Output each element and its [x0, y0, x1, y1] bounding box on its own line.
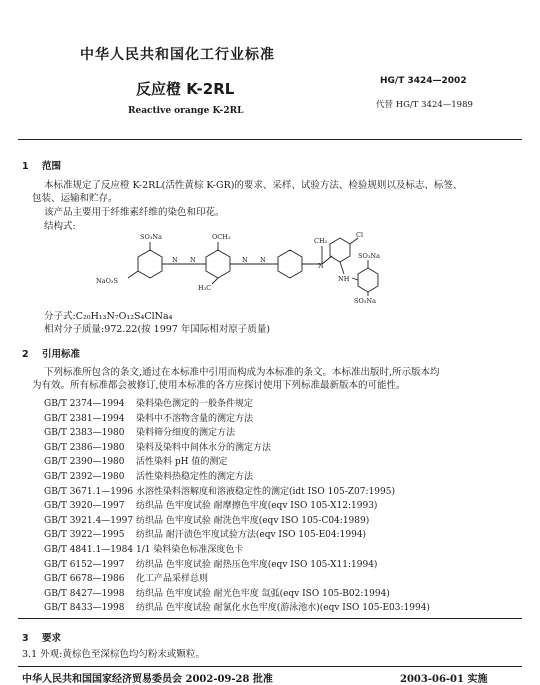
reference-item [44, 484, 395, 497]
reference-item [44, 571, 208, 584]
reference-item [44, 542, 243, 555]
reference-code: GB/T 8427—1998 [44, 588, 125, 599]
section-heading-scope [22, 158, 61, 172]
reference-item [44, 440, 271, 453]
document-title-english: Reactive orange K-2RL [128, 106, 244, 116]
reference-title: 染料中不溶物含量的测定方法 [136, 413, 254, 424]
header-divider [18, 139, 522, 140]
reference-item [44, 527, 366, 540]
azo-n-label: N [260, 256, 266, 264]
structural-formula [32, 228, 392, 304]
references-intro-line: 为有效。所有标准都会被修订,使用本标准的各方应探讨使用下列标准最新版本的可能性。 [32, 380, 406, 391]
reference-code: GB/T 2390—1980 [44, 457, 125, 468]
reference-item [44, 498, 377, 511]
reference-title: 活性染料 pH 值的测定 [136, 457, 228, 468]
scope-usage-paragraph: 该产品主要用于纤维素纤维的染色和印花。 [44, 207, 225, 218]
reference-title: 染料及染料中间体水分的测定方法 [136, 442, 272, 453]
reference-title: 染料染色测定的一般条件规定 [136, 399, 254, 409]
reference-title: 纺织品 色牢度试验 耐光色牢度 氙弧(eqv ISO 105-B02:1994) [136, 588, 390, 599]
triazine-ring [330, 238, 350, 262]
reference-code: GB/T 2374—1994 [44, 399, 125, 409]
azo-n-label: N [172, 256, 178, 264]
azo-n-label: N [242, 256, 248, 264]
requirement-item: 3.1 外观:黄棕色至深棕色均匀粉末或颗粒。 [22, 649, 205, 660]
reference-item [44, 454, 227, 467]
reference-title: 纺织品 色牢度试验 耐热压色牢度(eqv ISO 105-X11:1994) [136, 559, 378, 570]
reference-title: 纺织品 色牢度试验 耐洗色牢度(eqv ISO 105-C04:1989) [136, 515, 370, 526]
approval-note: 中华人民共和国国家经济贸易委员会 2002-09-28 批准 [22, 674, 273, 685]
reference-item [44, 586, 390, 599]
benzene-ring [138, 250, 162, 278]
amine-n-label: N [318, 262, 324, 270]
standard-number: HG/T 3424—2002 [380, 76, 467, 86]
reference-code: GB/T 6678—1986 [44, 574, 125, 585]
section-number: 2 [22, 349, 29, 360]
bond [128, 271, 138, 278]
reference-item [44, 469, 253, 482]
reference-item [44, 425, 235, 438]
benzene-ring [206, 250, 230, 278]
benzene-ring [278, 250, 302, 278]
bond [340, 262, 344, 274]
imino-label: NH [338, 275, 350, 283]
chloro-label: Cl [356, 231, 364, 239]
reference-item [44, 513, 369, 526]
reference-item [44, 600, 430, 613]
structure-label: 结构式: [44, 221, 76, 232]
section-number: 3 [22, 633, 29, 644]
molecular-formula: 分子式:C₂₀H₁₃N₇O₁₂S₄ClNa₄ [44, 311, 173, 322]
reference-code: GB/T 8433—1998 [44, 603, 125, 614]
scope-paragraph-line: 包装、运输和贮存。 [32, 193, 118, 204]
section-title: 引用标准 [42, 349, 81, 360]
sulfonate-label: SO₃Na [358, 252, 380, 260]
reference-code: GB/T 3921.4—1997 [44, 515, 134, 526]
reference-code: GB/T 3671.1—1996 [44, 486, 134, 497]
reference-code: GB/T 2383—1980 [44, 428, 125, 439]
reference-title: 水溶性染料溶解度和溶液稳定性的测定(idt ISO 105-Z07:1995) [136, 486, 395, 497]
reference-code: GB/T 2392—1980 [44, 472, 125, 482]
section-divider [18, 618, 522, 619]
reference-code: GB/T 2386—1980 [44, 442, 125, 453]
reference-code: GB/T 4841.1—1984 [44, 545, 134, 555]
reference-item [44, 396, 253, 409]
footer-divider [18, 666, 522, 667]
replaces-standard: 代替 HG/T 3424—1989 [376, 100, 473, 110]
reference-title: 活性染料热稳定性的测定方法 [136, 472, 254, 482]
reference-item [44, 411, 253, 424]
effective-date: 2003-06-01 实施 [400, 674, 488, 685]
sulfonate-label: SO₃Na [140, 233, 162, 241]
reference-code: GB/T 3920—1997 [44, 501, 125, 512]
methoxy-label: OCH₃ [212, 233, 231, 241]
benzene-ring [358, 268, 378, 292]
reference-title: 纺织品 耐汗渍色牢度试验方法(eqv ISO 105-E04:1994) [136, 530, 367, 541]
bond [212, 278, 218, 284]
scope-paragraph-line: 本标准规定了反应橙 K-2RL(活性黄棕 K-GR)的要求、采样、试验方法、检验规则以及标志、标签、 [44, 180, 463, 191]
reference-code: GB/T 3922—1995 [44, 530, 125, 541]
reference-code: GB/T 6152—1997 [44, 559, 125, 570]
methyl-label: CH₃ [314, 237, 328, 245]
sulfonate-label: SO₃Na [354, 297, 376, 304]
sulfonate-label: NaO₃S [96, 277, 118, 285]
section-number: 1 [22, 161, 29, 172]
reference-title: 染料筛分细度的测定方法 [136, 428, 236, 439]
reference-title: 纺织品 色牢度试验 耐氯化水色牢度(游泳池水)(eqv ISO 105-E03:1994) [136, 603, 430, 614]
document-title: 反应橙 K-2RL [136, 80, 235, 98]
reference-title: 1/1 染料染色标准深度色卡 [136, 545, 244, 555]
reference-item [44, 557, 377, 570]
methyl-label: H₃C [198, 284, 212, 292]
references-intro-line: 下列标准所包含的条文,通过在本标准中引用而构成为本标准的条文。本标准出版时,所示版本均 [44, 367, 440, 378]
molecular-weight: 相对分子质量:972.22(按 1997 年国际相对原子质量) [44, 324, 271, 335]
reference-title: 纺织品 色牢度试验 耐摩擦色牢度(eqv ISO 105-X12:1993) [136, 501, 378, 512]
reference-code: GB/T 2381—1994 [44, 413, 125, 424]
section-heading-references [22, 346, 80, 360]
reference-title: 化工产品采样总则 [136, 574, 209, 585]
section-heading-requirements [22, 630, 61, 644]
azo-n-label: N [190, 256, 196, 264]
section-title: 要求 [42, 633, 62, 644]
section-title: 范围 [42, 161, 62, 172]
bond [352, 278, 358, 280]
org-title: 中华人民共和国化工行业标准 [80, 47, 275, 63]
